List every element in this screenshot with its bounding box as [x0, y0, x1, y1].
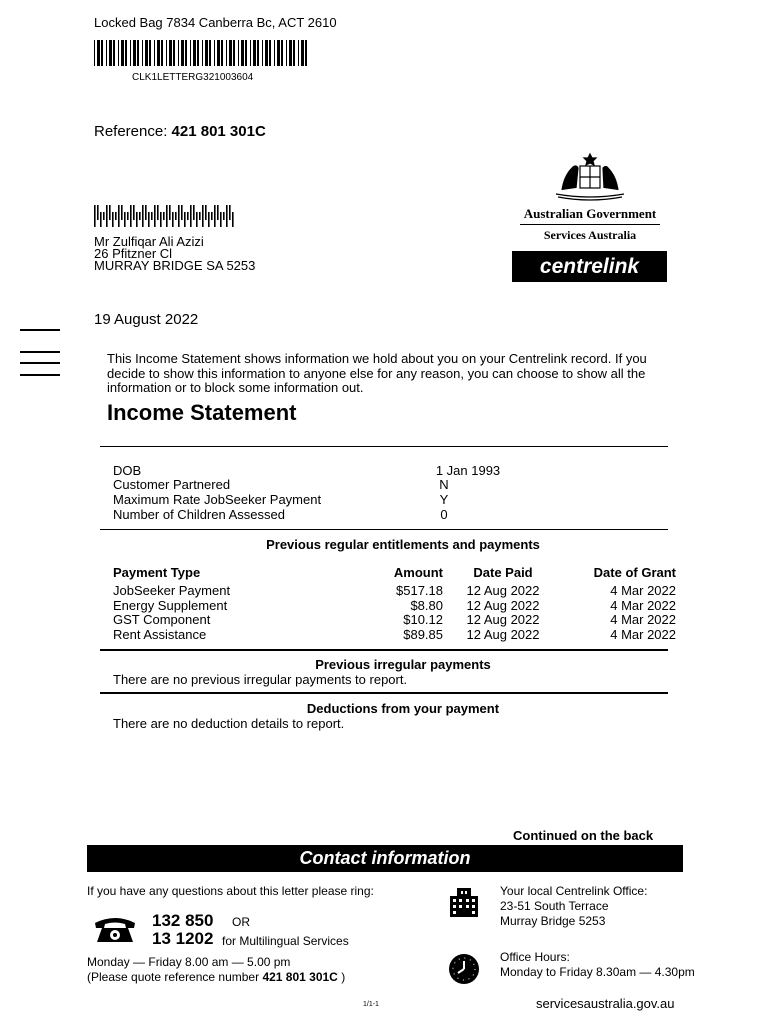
reference-label: Reference:	[94, 123, 168, 140]
page-title: Income Statement	[107, 400, 297, 425]
date-paid: 12 Aug 2022	[466, 597, 540, 613]
coat-of-arms-icon	[550, 150, 630, 202]
phone-number: 132 850	[152, 911, 214, 930]
detail-value: 0	[440, 507, 448, 522]
regular-payments-heading: Previous regular entitlements and payments	[266, 537, 540, 552]
recipient-town: MURRAY BRIDGE SA 5253	[94, 258, 256, 273]
detail-value: Y	[439, 492, 449, 507]
letter-date: 19 August 2022	[94, 311, 199, 328]
office-label: Your local Centrelink Office:	[500, 884, 648, 898]
irregular-payments-heading: Previous irregular payments	[315, 657, 491, 672]
recipient-street: 26 Pfitzner Cl	[94, 246, 173, 261]
fold-mark	[20, 351, 60, 353]
payment-type: GST Component	[113, 612, 211, 627]
detail-label: Number of Children Assessed	[113, 507, 285, 522]
clock-icon	[448, 953, 480, 985]
irregular-payments-text: There are no previous irregular payments to report.	[113, 672, 408, 687]
column-header: Payment Type	[113, 565, 201, 580]
continued-note: Continued on the back	[513, 828, 654, 843]
page-number: 1/1-1	[363, 1001, 379, 1008]
office-details	[500, 884, 647, 929]
multilingual-note: for Multilingual Services	[222, 934, 349, 948]
government-name: Australian Government	[523, 206, 657, 221]
date-paid: 12 Aug 2022	[466, 626, 540, 642]
detail-value: N	[439, 477, 449, 492]
sender-address: Locked Bag 7834 Canberra Bc, ACT 2610	[94, 15, 337, 30]
letter-code: CLK1LETTERG321003604	[132, 72, 254, 83]
amount: $517.18	[396, 583, 443, 598]
quote-suffix: )	[341, 970, 346, 984]
fold-mark	[20, 374, 60, 376]
date-of-grant: 4 Mar 2022	[610, 626, 676, 642]
payments-table	[113, 565, 676, 642]
detail-label: DOB	[113, 463, 142, 478]
website-url: servicesaustralia.gov.au	[536, 996, 675, 1011]
postal-barcode-icon	[94, 205, 236, 227]
intro-text: This Income Statement shows information we hold about you on your Centrelink record. If you decide to show this information to anyone else for any reason, you can choose to show all the information or to block some information out.	[107, 351, 647, 395]
payment-type: Energy Supplement	[113, 597, 228, 613]
contact-prompt: If you have any questions about this letter please ring:	[87, 884, 374, 898]
date-of-grant: 4 Mar 2022	[610, 583, 676, 598]
divider	[100, 649, 668, 651]
quote-reference	[87, 970, 345, 984]
office-hours-label: Office Hours:	[500, 950, 570, 964]
payment-type: JobSeeker Payment	[113, 583, 231, 598]
quote-prefix: (Please quote reference number	[87, 970, 260, 984]
agency-name: Services Australia	[543, 228, 637, 242]
amount: $8.80	[410, 597, 443, 613]
table-row	[113, 628, 676, 643]
date-paid: 12 Aug 2022	[466, 583, 540, 598]
office-hours	[500, 950, 695, 980]
amount: $89.85	[403, 626, 443, 642]
amount: $10.12	[403, 612, 443, 627]
table-row	[113, 584, 676, 599]
reference-number: 421 801 301C	[171, 123, 266, 140]
office-town: Murray Bridge 5253	[500, 914, 606, 928]
recipient-address	[94, 236, 255, 272]
telephone-icon	[93, 914, 137, 944]
date-of-grant: 4 Mar 2022	[610, 597, 676, 613]
centrelink-logo: centrelink	[512, 251, 667, 282]
table-row	[113, 613, 676, 628]
column-header: Amount	[393, 565, 443, 580]
reference	[94, 123, 266, 140]
office-street: 23-51 South Terrace	[500, 899, 609, 913]
fold-mark	[20, 362, 60, 364]
date-of-grant: 4 Mar 2022	[610, 612, 676, 627]
barcode-icon	[94, 40, 310, 66]
recipient-name: Mr Zulfiqar Ali Azizi	[94, 234, 204, 249]
phone-hours: Monday — Friday 8.00 am — 5.00 pm	[87, 955, 291, 969]
table-row	[113, 599, 676, 614]
divider	[100, 692, 668, 694]
contact-banner: Contact information	[87, 845, 683, 872]
payment-type: Rent Assistance	[113, 626, 207, 642]
office-hours-value: Monday to Friday 8.30am — 4.30pm	[500, 965, 695, 979]
detail-value: 1 Jan 1993	[435, 463, 501, 478]
date-paid: 12 Aug 2022	[466, 612, 540, 627]
fold-mark	[20, 329, 60, 331]
detail-label: Customer Partnered	[113, 477, 231, 492]
building-icon	[448, 886, 480, 918]
deductions-heading: Deductions from your payment	[306, 701, 500, 716]
column-header: Date Paid	[473, 565, 533, 580]
multilingual-phone-number: 13 1202	[152, 929, 214, 948]
deductions-text: There are no deduction details to report.	[113, 716, 345, 731]
divider	[100, 446, 668, 447]
divider	[520, 224, 660, 225]
detail-label: Maximum Rate JobSeeker Payment	[113, 492, 322, 507]
column-header: Date of Grant	[593, 565, 676, 580]
divider	[100, 529, 668, 530]
or-label: OR	[232, 915, 250, 929]
quote-reference-number: 421 801 301C	[262, 970, 338, 984]
